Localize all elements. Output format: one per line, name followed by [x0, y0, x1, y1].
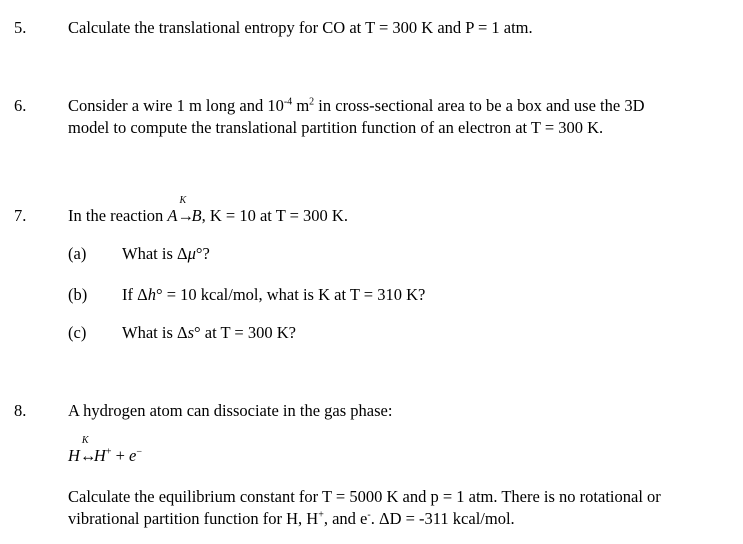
problem-7b-label: (b) [68, 285, 88, 304]
problem-7-number: 7. [14, 206, 27, 225]
problem-7b-text: If Δh° = 10 kcal/mol, what is K at T = 310 K? [122, 285, 426, 304]
problem-7a-label: (a) [68, 244, 87, 263]
problem-8-intro: A hydrogen atom can dissociate in the gas phase: [68, 401, 393, 420]
problem-6-line1: Consider a wire 1 m long and $10^{-4}$ $m^2$ in cross-sectional area to be a box and use the 3D [68, 96, 645, 115]
problem-5-number: 5. [14, 18, 27, 37]
problem-7-statement: In the reaction A K →B, K = 10 at T = 300 K. [68, 195, 348, 225]
reaction-arrow: K → [177, 195, 195, 225]
problem-7a-text: What is Δμ°? [122, 244, 210, 263]
dissociation-equation: H K ↔H+ + e− [68, 435, 143, 465]
problem-6-line2: model to compute the translational partition function of an electron at T = 300 K. [68, 118, 604, 137]
problem-6-number: 6. [14, 96, 27, 115]
equilibrium-arrow: K ↔ [79, 435, 97, 465]
problem-5-text: Calculate the translational entropy for CO at T = 300 K and P = 1 atm. [68, 18, 533, 37]
problem-8-number: 8. [14, 401, 27, 420]
problem-8-line1: Calculate the equilibrium constant for T = 5000 K and p = 1 atm. There is no rotational or [68, 487, 661, 506]
problem-8-line2: vibrational partition function for H, H+, and e-. ΔD = -311 kcal/mol. [68, 509, 515, 528]
problem-7c-label: (c) [68, 323, 87, 342]
problem-7c-text: What is Δs° at T = 300 K? [122, 323, 296, 342]
